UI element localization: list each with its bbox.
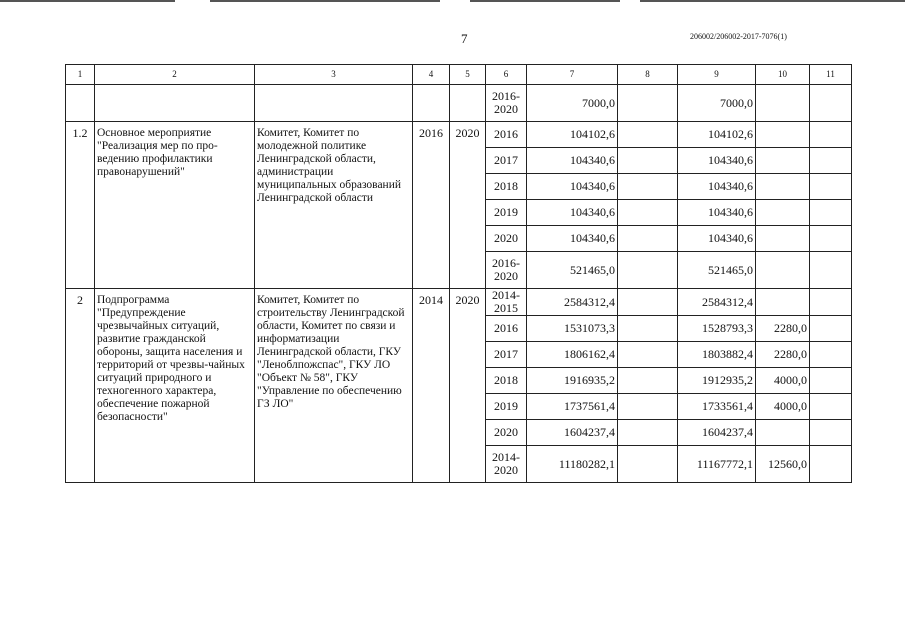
regional-budget-cell: 104340,6 [678,226,756,252]
regional-budget-cell: 1733561,4 [678,394,756,420]
col10-cell [756,122,810,148]
col10-cell: 2280,0 [756,316,810,342]
regional-budget-cell: 104340,6 [678,148,756,174]
total-cell: 104340,6 [527,226,618,252]
column-header: 10 [756,65,810,85]
year-cell: 2018 [486,368,527,394]
col8-cell [618,226,678,252]
item-executor: Комитет, Комитет по молодежной политике Ленинградской области, администрации муниципальных образований Ленинградской области [255,122,413,289]
table-row [66,122,852,148]
year-cell: 2020 [486,420,527,446]
total-cell: 104340,6 [527,174,618,200]
col8-cell [618,122,678,148]
total-cell: 521465,0 [527,252,618,289]
col10-cell [756,148,810,174]
regional-budget-cell: 11167772,1 [678,446,756,483]
end-year: 2020 [450,289,486,483]
year-cell: 2019 [486,394,527,420]
col11-cell [810,368,852,394]
col10-cell [756,226,810,252]
empty-cell [66,85,95,122]
year-cell: 2018 [486,174,527,200]
column-header: 7 [527,65,618,85]
col8-cell [618,174,678,200]
col10-cell: 12560,0 [756,446,810,483]
col8-cell [618,446,678,483]
col8-cell [618,316,678,342]
year-cell: 2016 [486,122,527,148]
col8-cell [618,252,678,289]
page-number: 7 [461,31,468,46]
col10-cell: 2280,0 [756,342,810,368]
col11-cell [810,446,852,483]
empty-cell [450,85,486,122]
col11-cell [810,342,852,368]
col11-cell [810,85,852,122]
total-cell: 104102,6 [527,122,618,148]
col10-cell: 4000,0 [756,368,810,394]
col10-cell [756,85,810,122]
regional-budget-cell: 7000,0 [678,85,756,122]
col8-cell [618,85,678,122]
total-cell: 11180282,1 [527,446,618,483]
total-cell: 1916935,2 [527,368,618,394]
col10-cell [756,200,810,226]
column-header: 8 [618,65,678,85]
regional-budget-cell: 2584312,4 [678,289,756,316]
col11-cell [810,252,852,289]
table-header-row [66,65,852,85]
column-header: 2 [95,65,255,85]
col8-cell [618,368,678,394]
regional-budget-cell: 1803882,4 [678,342,756,368]
col11-cell [810,226,852,252]
year-cell: 2020 [486,226,527,252]
column-header: 4 [413,65,450,85]
item-number: 2 [66,289,95,483]
scan-top-edge [0,0,905,2]
empty-cell [95,85,255,122]
year-cell: 2016 [486,316,527,342]
start-year: 2016 [413,122,450,289]
col11-cell [810,174,852,200]
year-cell: 2017 [486,148,527,174]
regional-budget-cell: 521465,0 [678,252,756,289]
col10-cell [756,420,810,446]
item-name: Основное мероприятие "Реализация мер по про-ведению профилактики правонарушений" [95,122,255,289]
col10-cell [756,289,810,316]
year-cell: 2014- 2015 [486,289,527,316]
total-cell: 104340,6 [527,148,618,174]
col8-cell [618,200,678,226]
column-header: 6 [486,65,527,85]
col8-cell [618,148,678,174]
column-header: 1 [66,65,95,85]
col8-cell [618,420,678,446]
start-year: 2014 [413,289,450,483]
col10-cell [756,252,810,289]
col11-cell [810,200,852,226]
total-cell: 1806162,4 [527,342,618,368]
col11-cell [810,394,852,420]
regional-budget-cell: 1528793,3 [678,316,756,342]
year-cell: 2016- 2020 [486,85,527,122]
col11-cell [810,420,852,446]
col10-cell: 4000,0 [756,394,810,420]
col11-cell [810,316,852,342]
budget-table [65,64,852,483]
regional-budget-cell: 104340,6 [678,200,756,226]
col10-cell [756,174,810,200]
col8-cell [618,342,678,368]
column-header: 5 [450,65,486,85]
column-header: 11 [810,65,852,85]
column-header: 3 [255,65,413,85]
empty-cell [255,85,413,122]
regional-budget-cell: 104340,6 [678,174,756,200]
empty-cell [413,85,450,122]
year-cell: 2016- 2020 [486,252,527,289]
total-cell: 7000,0 [527,85,618,122]
regional-budget-cell: 1604237,4 [678,420,756,446]
document-code: 206002/206002-2017-7076(1) [690,32,787,41]
table-row [66,289,852,316]
item-name: Подпрограмма "Предупреждение чрезвычайных ситуаций, развитие гражданской обороны, защита населения и территорий от чрезвы-чайных ситуаций природного и техногенного характера, обеспечение пожарной безопасности" [95,289,255,483]
item-executor: Комитет, Комитет по строительству Ленинградской области, Комитет по связи и информатизации Ленинградской области, ГКУ "Леноблпожспас", ГКУ ЛО "Объект № 58", ГКУ "Управление по обеспечению ГЗ ЛО" [255,289,413,483]
regional-budget-cell: 1912935,2 [678,368,756,394]
total-cell: 2584312,4 [527,289,618,316]
year-cell: 2014- 2020 [486,446,527,483]
col11-cell [810,148,852,174]
total-cell: 1737561,4 [527,394,618,420]
col8-cell [618,289,678,316]
year-cell: 2019 [486,200,527,226]
col11-cell [810,122,852,148]
col8-cell [618,394,678,420]
regional-budget-cell: 104102,6 [678,122,756,148]
total-cell: 1531073,3 [527,316,618,342]
total-cell: 1604237,4 [527,420,618,446]
col11-cell [810,289,852,316]
year-cell: 2017 [486,342,527,368]
item-number: 1.2 [66,122,95,289]
table-row [66,85,852,122]
column-header: 9 [678,65,756,85]
total-cell: 104340,6 [527,200,618,226]
end-year: 2020 [450,122,486,289]
